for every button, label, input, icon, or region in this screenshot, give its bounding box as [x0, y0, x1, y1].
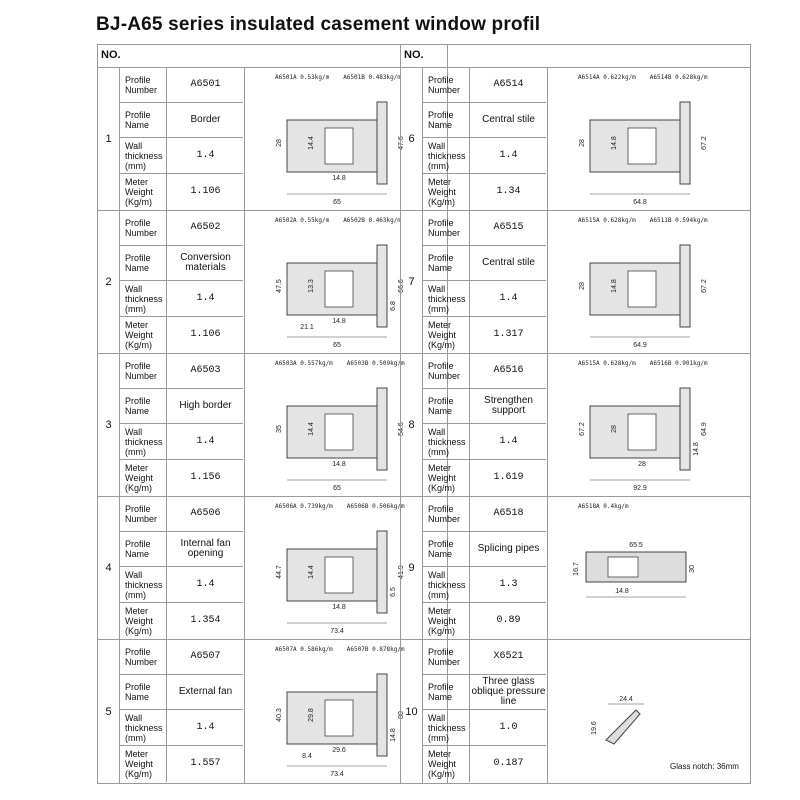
- item-number: 4: [98, 497, 120, 639]
- value-profile-name: Conversion materials: [180, 252, 231, 273]
- label-profile-name: Profile Name: [423, 532, 470, 566]
- row-wall-thickness: [423, 567, 546, 603]
- dim-h: 41.9: [398, 565, 405, 579]
- profile-item: [400, 353, 751, 496]
- row-wall-thickness: [120, 138, 243, 174]
- dim-w: 64.8: [633, 199, 647, 206]
- header-no: NO.: [404, 49, 424, 61]
- label-profile-name: Profile Name: [120, 675, 167, 709]
- weight-label: A6514A 0.622kg/m: [578, 74, 636, 81]
- row-wall-thickness: [120, 281, 243, 317]
- label-profile-number: Profile Number: [120, 354, 167, 388]
- profile-drawing: [547, 211, 753, 353]
- value-profile-number: A6507: [190, 651, 221, 662]
- profile-item: [400, 210, 751, 353]
- label-profile-number: Profile Number: [120, 497, 167, 531]
- label-meter-weight: Meter Weight (Kg/m): [423, 460, 470, 496]
- dim-d: 21.1: [300, 324, 314, 331]
- row-meter-weight: [120, 746, 243, 782]
- profile-flange: [377, 102, 387, 184]
- row-profile-number: [120, 68, 243, 103]
- dim-height: 19.6: [591, 721, 598, 735]
- value-profile-name: Internal fan opening: [180, 538, 231, 559]
- value-wall-thickness: 1.4: [196, 435, 215, 447]
- dim-d: 14.8: [390, 728, 397, 742]
- value-meter-weight: 1.557: [190, 758, 221, 769]
- dim-h: 67.2: [701, 279, 708, 293]
- label-profile-name: Profile Name: [423, 389, 470, 423]
- weight-label: A6501B 0.483kg/m: [343, 74, 401, 81]
- item-number: 6: [401, 68, 423, 210]
- item-number: 8: [401, 354, 423, 496]
- value-wall-thickness: 1.4: [499, 292, 518, 304]
- dim-b: 14.4: [308, 565, 315, 579]
- weight-label: A6515A 0.628kg/m: [578, 360, 636, 367]
- dim-c: 14.8: [332, 175, 346, 182]
- row-meter-weight: [120, 174, 243, 210]
- row-profile-name: [120, 103, 243, 138]
- profile-chamber: [325, 414, 353, 450]
- table-header-left: [97, 44, 448, 67]
- label-profile-number: Profile Number: [423, 354, 470, 388]
- profile-item: [400, 496, 751, 639]
- dim-c: 14.8: [332, 604, 346, 611]
- profile-svg: [548, 497, 753, 639]
- profile-item: [97, 353, 448, 496]
- profile-item: [400, 67, 751, 210]
- item-number: 10: [401, 640, 423, 783]
- dim-a: 44.7: [276, 565, 283, 579]
- value-meter-weight: 1.317: [493, 329, 524, 340]
- value-wall-thickness: 1.4: [499, 435, 518, 447]
- label-meter-weight: Meter Weight (Kg/m): [423, 603, 470, 639]
- row-wall-thickness: [120, 710, 243, 746]
- dim-c: 14.8: [332, 461, 346, 468]
- value-wall-thickness: 1.4: [196, 149, 215, 161]
- header-no: NO.: [101, 49, 121, 61]
- glass-notch-note: Glass notch: 36mm: [670, 762, 739, 771]
- value-profile-name: Border: [190, 114, 221, 125]
- label-meter-weight: Meter Weight (Kg/m): [423, 746, 470, 782]
- dim-h: 67.2: [579, 422, 586, 436]
- dim-b: 16.7: [573, 562, 580, 576]
- label-profile-number: Profile Number: [423, 68, 470, 102]
- profile-drawing: [547, 354, 753, 496]
- row-meter-weight: [423, 746, 546, 782]
- value-meter-weight: 0.89: [496, 615, 521, 626]
- value-profile-number: A6501: [190, 79, 221, 90]
- item-number: 3: [98, 354, 120, 496]
- weight-label: A6514B 0.628kg/m: [649, 74, 708, 81]
- row-profile-name: [423, 389, 546, 424]
- profile-item: [97, 210, 448, 353]
- dim-c: 6.8: [390, 301, 397, 311]
- row-profile-number: [423, 497, 546, 532]
- profile-shape: [606, 710, 640, 744]
- dim-width: 65.5: [629, 542, 643, 549]
- profile-drawing: [547, 68, 753, 210]
- profile-drawing: [547, 497, 753, 639]
- label-meter-weight: Meter Weight (Kg/m): [120, 746, 167, 782]
- label-wall-thickness: Wall thickness (mm): [120, 138, 167, 173]
- dim-b: 14.4: [308, 136, 315, 150]
- profile-flange: [377, 388, 387, 470]
- profile-flange: [377, 245, 387, 327]
- profile-chamber: [628, 414, 656, 450]
- item-number: 7: [401, 211, 423, 353]
- row-wall-thickness: [120, 424, 243, 460]
- weight-label: A6501A 0.53kg/m: [275, 74, 330, 81]
- label-meter-weight: Meter Weight (Kg/m): [120, 460, 167, 496]
- row-meter-weight: [120, 460, 243, 496]
- value-profile-number: A6515: [493, 222, 524, 233]
- dim-h: 80: [398, 711, 405, 719]
- value-meter-weight: 1.619: [493, 472, 524, 483]
- table-left: [97, 44, 448, 784]
- value-profile-number: A6514: [493, 79, 524, 90]
- profile-chamber: [628, 271, 656, 307]
- label-profile-name: Profile Name: [120, 103, 167, 137]
- profile-chamber: [325, 700, 353, 736]
- weight-label: A6502B 0.463kg/m: [343, 217, 401, 224]
- dim-c: 14.8: [693, 442, 700, 456]
- value-wall-thickness: 1.0: [499, 721, 518, 733]
- row-profile-number: [120, 497, 243, 532]
- row-wall-thickness: [423, 424, 546, 460]
- weight-label: A6503A 0.557kg/m: [275, 360, 333, 367]
- dim-w: 73.4: [330, 628, 344, 635]
- profile-chamber: [608, 557, 638, 577]
- label-profile-number: Profile Number: [120, 640, 167, 674]
- item-number: 9: [401, 497, 423, 639]
- value-wall-thickness: 1.3: [499, 578, 518, 590]
- dim-w2: 64.9: [701, 422, 708, 436]
- label-profile-number: Profile Number: [423, 640, 470, 674]
- value-wall-thickness: 1.4: [196, 721, 215, 733]
- profile-drawing: [547, 640, 753, 783]
- weight-label: A6506A 0.739kg/m: [275, 503, 333, 510]
- value-profile-name: Strengthen support: [484, 395, 533, 416]
- value-profile-name: Three glass oblique pressure line: [471, 676, 546, 707]
- weight-label: A6502A 0.55kg/m: [275, 217, 330, 224]
- dim-a: 35: [276, 425, 283, 433]
- value-profile-number: A6502: [190, 222, 221, 233]
- label-profile-number: Profile Number: [423, 497, 470, 531]
- row-wall-thickness: [423, 138, 546, 174]
- value-meter-weight: 1.354: [190, 615, 221, 626]
- profile-flange: [680, 245, 690, 327]
- dim-b: 14.8: [611, 136, 618, 150]
- dim-w: 64.9: [633, 342, 647, 349]
- row-profile-name: [423, 532, 546, 567]
- dim-c: 29.6: [332, 747, 346, 754]
- row-profile-name: [120, 246, 243, 281]
- label-wall-thickness: Wall thickness (mm): [120, 281, 167, 316]
- weight-label: A6515A 0.628kg/m: [578, 217, 636, 224]
- label-profile-number: Profile Number: [120, 211, 167, 245]
- value-wall-thickness: 1.4: [196, 292, 215, 304]
- dim-a: 13.3: [308, 279, 315, 293]
- row-profile-name: [423, 103, 546, 138]
- value-profile-name: Central stile: [482, 257, 535, 268]
- row-meter-weight: [423, 174, 546, 210]
- row-profile-number: [423, 640, 546, 675]
- profile-svg: [548, 640, 753, 782]
- label-profile-number: Profile Number: [423, 211, 470, 245]
- value-meter-weight: 1.156: [190, 472, 221, 483]
- profile-item: [400, 639, 751, 784]
- label-profile-number: Profile Number: [120, 68, 167, 102]
- row-meter-weight: [120, 603, 243, 639]
- profile-flange: [377, 674, 387, 756]
- dim-a: 28: [611, 425, 618, 433]
- item-number: 1: [98, 68, 120, 210]
- dim-h: 54.6: [398, 422, 405, 436]
- dim-top: 65: [333, 342, 341, 349]
- row-profile-number: [120, 211, 243, 246]
- label-profile-name: Profile Name: [120, 532, 167, 566]
- value-meter-weight: 1.34: [496, 186, 521, 197]
- row-meter-weight: [120, 317, 243, 353]
- value-profile-number: A6518: [493, 508, 524, 519]
- value-profile-name: External fan: [178, 686, 233, 697]
- row-meter-weight: [423, 317, 546, 353]
- weight-label: A6507A 0.586kg/m: [275, 646, 333, 653]
- value-profile-name: High border: [179, 400, 232, 411]
- row-meter-weight: [423, 603, 546, 639]
- dim-b: 28: [638, 461, 646, 468]
- profile-chamber: [325, 557, 353, 593]
- label-profile-name: Profile Name: [423, 675, 470, 709]
- label-profile-name: Profile Name: [423, 246, 470, 280]
- profile-svg: [548, 211, 753, 353]
- value-meter-weight: 0.187: [493, 758, 524, 769]
- dim-a: 14.8: [615, 588, 629, 595]
- dim-a: 28: [579, 282, 586, 290]
- profile-chamber: [325, 128, 353, 164]
- row-profile-number: [120, 640, 243, 675]
- label-wall-thickness: Wall thickness (mm): [423, 567, 470, 602]
- label-wall-thickness: Wall thickness (mm): [120, 567, 167, 602]
- label-meter-weight: Meter Weight (Kg/m): [423, 174, 470, 210]
- label-meter-weight: Meter Weight (Kg/m): [120, 317, 167, 353]
- label-wall-thickness: Wall thickness (mm): [423, 710, 470, 745]
- label-wall-thickness: Wall thickness (mm): [423, 424, 470, 459]
- label-meter-weight: Meter Weight (Kg/m): [120, 174, 167, 210]
- dim-width: 24.4: [619, 696, 633, 703]
- weight-label: A6511B 0.594kg/m: [649, 217, 708, 224]
- row-profile-name: [423, 246, 546, 281]
- value-wall-thickness: 1.4: [196, 578, 215, 590]
- row-profile-number: [423, 354, 546, 389]
- weight-label: A6507B 0.878kg/m: [346, 646, 405, 653]
- label-wall-thickness: Wall thickness (mm): [423, 281, 470, 316]
- weight-label: A6518A 0.4kg/m: [578, 503, 629, 510]
- label-meter-weight: Meter Weight (Kg/m): [423, 317, 470, 353]
- dim-w: 65: [333, 199, 341, 206]
- dim-a: 28: [579, 139, 586, 147]
- weight-label: A6506B 0.506kg/m: [346, 503, 405, 510]
- row-profile-name: [423, 675, 546, 710]
- label-profile-name: Profile Name: [423, 103, 470, 137]
- page-title: BJ-A65 series insulated casement window profil: [96, 14, 541, 35]
- label-profile-name: Profile Name: [120, 246, 167, 280]
- row-wall-thickness: [120, 567, 243, 603]
- dim-a: 40.3: [276, 708, 283, 722]
- table-right: [400, 44, 751, 784]
- dim-w: 92.9: [633, 485, 647, 492]
- dim-w: 65: [333, 485, 341, 492]
- label-meter-weight: Meter Weight (Kg/m): [120, 603, 167, 639]
- profile-item: [97, 496, 448, 639]
- dim-a: 28: [276, 139, 283, 147]
- weight-label: A6516B 0.901kg/m: [649, 360, 708, 367]
- value-profile-number: A6516: [493, 365, 524, 376]
- dim-b: 14.4: [308, 422, 315, 436]
- profile-chamber: [628, 128, 656, 164]
- profile-flange: [377, 531, 387, 613]
- value-profile-name: Splicing pipes: [477, 543, 540, 554]
- dim-e: 8.4: [302, 753, 312, 760]
- row-profile-name: [120, 532, 243, 567]
- label-profile-name: Profile Name: [120, 389, 167, 423]
- dim-w: 73.4: [330, 771, 344, 778]
- row-profile-number: [120, 354, 243, 389]
- table-header-right: [400, 44, 751, 67]
- row-profile-name: [120, 675, 243, 710]
- dim-h: 67.2: [701, 136, 708, 150]
- value-profile-name: Central stile: [482, 114, 535, 125]
- value-profile-number: A6503: [190, 365, 221, 376]
- row-meter-weight: [423, 460, 546, 496]
- label-wall-thickness: Wall thickness (mm): [423, 138, 470, 173]
- value-profile-number: X6521: [493, 651, 524, 662]
- row-wall-thickness: [423, 710, 546, 746]
- profile-chamber: [325, 271, 353, 307]
- profile-flange: [680, 388, 690, 470]
- dim-h: 47.5: [276, 279, 283, 293]
- profile-item: [97, 67, 448, 210]
- profile-svg: [548, 354, 753, 496]
- profile-svg: [548, 68, 753, 210]
- dim-c: 30: [689, 565, 696, 573]
- row-profile-name: [120, 389, 243, 424]
- dim-b: 14.8: [611, 279, 618, 293]
- item-number: 2: [98, 211, 120, 353]
- label-wall-thickness: Wall thickness (mm): [120, 424, 167, 459]
- row-wall-thickness: [423, 281, 546, 317]
- dim-h: 47.6: [398, 136, 405, 150]
- value-profile-number: A6506: [190, 508, 221, 519]
- dim-b: 29.8: [308, 708, 315, 722]
- value-meter-weight: 1.106: [190, 186, 221, 197]
- value-meter-weight: 1.106: [190, 329, 221, 340]
- dim-b: 14.8: [332, 318, 346, 325]
- profile-flange: [680, 102, 690, 184]
- item-number: 5: [98, 640, 120, 783]
- dim-d: 6.5: [390, 587, 397, 597]
- value-wall-thickness: 1.4: [499, 149, 518, 161]
- weight-label: A6503B 0.509kg/m: [346, 360, 405, 367]
- row-profile-number: [423, 211, 546, 246]
- row-profile-number: [423, 68, 546, 103]
- label-wall-thickness: Wall thickness (mm): [120, 710, 167, 745]
- profile-item: [97, 639, 448, 784]
- dim-w: 66.6: [398, 279, 405, 293]
